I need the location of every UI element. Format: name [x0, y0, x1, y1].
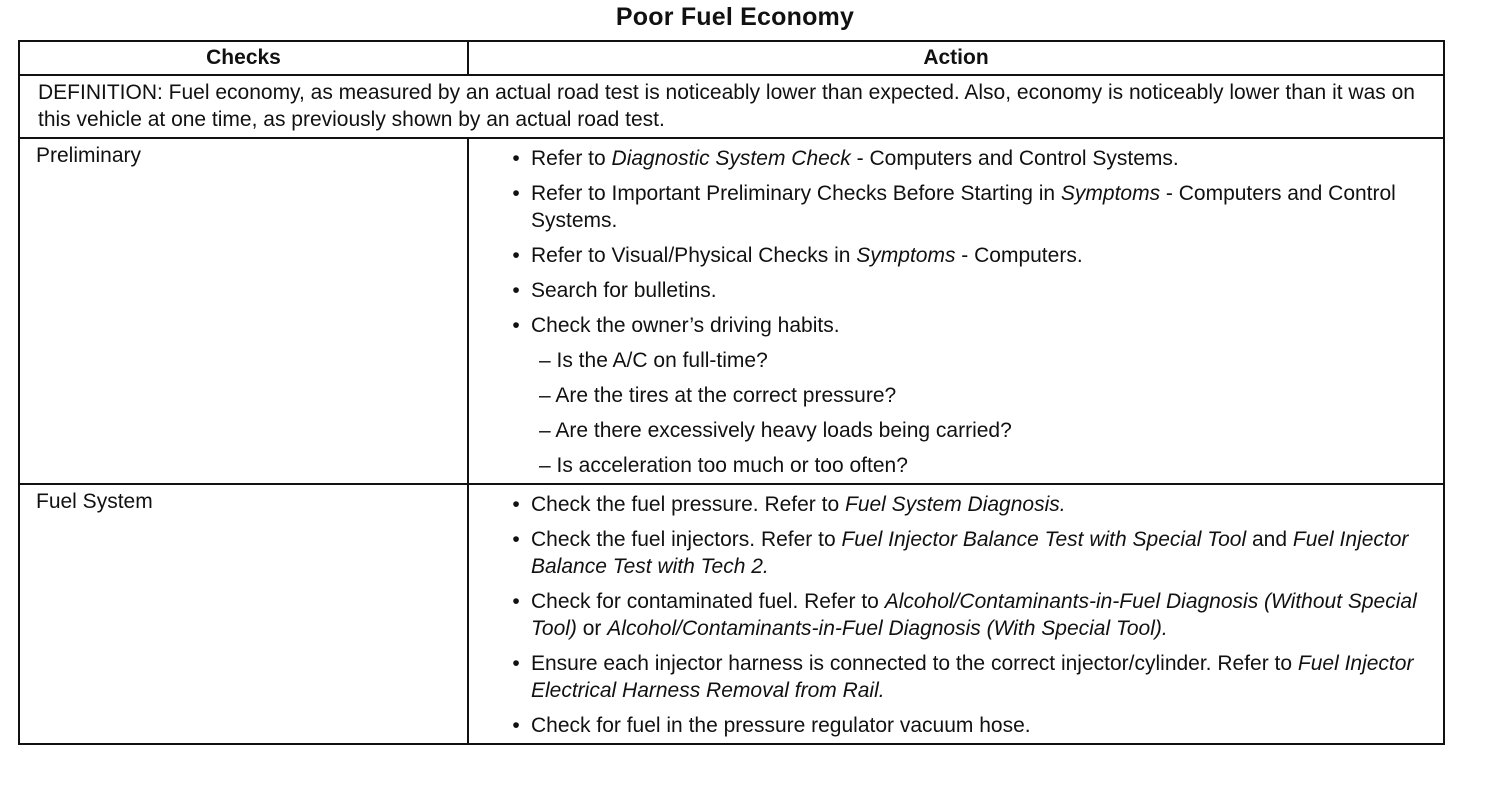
action-item [509, 588, 1431, 642]
sub-question: – Is acceleration too much or too often? [539, 454, 908, 477]
action-text-part: Check the fuel injectors. Refer to [531, 528, 842, 551]
action-text [531, 493, 1066, 516]
action-text [531, 182, 1396, 232]
action-text-part: Check for fuel in the pressure regulator vacuum hose. [531, 714, 1031, 737]
definition-text: DEFINITION: Fuel economy, as measured by an actual road test is noticeably lower than expected. Also, economy is noticeably lower than it was on this vehicle at one time, as previously shown by an actual road test. [19, 75, 1444, 138]
action-text-part: Check the owner’s driving habits. [531, 314, 840, 337]
action-text-part: or [576, 617, 608, 640]
table-row [19, 138, 1444, 484]
sub-question: – Are the tires at the correct pressure? [539, 384, 897, 407]
diagnostic-table [18, 40, 1445, 745]
action-item [509, 145, 1431, 172]
action-text [531, 528, 1408, 578]
definition-row [19, 75, 1444, 138]
action-item [509, 712, 1431, 739]
bullet-icon: • [512, 528, 520, 551]
header-row [19, 41, 1444, 75]
check-name-preliminary: Preliminary [19, 138, 468, 484]
bullet-icon: • [512, 147, 520, 170]
bullet-icon: • [512, 652, 520, 675]
action-text [531, 714, 1031, 737]
sub-question: – Is the A/C on full-time? [539, 349, 768, 372]
action-text-part: Search for bulletins. [531, 279, 717, 302]
sub-question: – Are there excessively heavy loads being carried? [539, 419, 1012, 442]
reference-title: Fuel Injector Balance Test with Special Tool [841, 528, 1247, 551]
reference-title: Fuel System Diagnosis. [845, 493, 1066, 516]
action-item [509, 277, 1431, 304]
action-column-header: Action [468, 41, 1444, 75]
action-text-part: Ensure each injector harness is connected to the correct injector/cylinder. Refer to [531, 652, 1298, 675]
action-item [509, 312, 1431, 479]
table-row [19, 484, 1444, 744]
action-list [509, 145, 1431, 479]
action-text [531, 314, 840, 337]
reference-title: Diagnostic System Check [611, 147, 851, 170]
action-text [531, 147, 1179, 170]
action-item [509, 242, 1431, 269]
reference-title: Fuel Injector Balance Test with Tech 2. [531, 528, 1409, 578]
reference-title: Symptoms [856, 244, 956, 267]
action-text [531, 652, 1413, 702]
reference-title: Symptoms [1060, 182, 1161, 205]
bullet-icon: • [512, 314, 520, 337]
action-text-part: Check the fuel pressure. Refer to [531, 493, 845, 516]
action-text-part: - Computers and Control Systems. [531, 182, 1396, 232]
bullet-icon: • [512, 493, 520, 516]
action-text-part: - Computers. [955, 244, 1083, 267]
checks-column-header: Checks [19, 41, 468, 75]
action-text-part: Refer to Visual/Physical Checks in [531, 244, 857, 267]
action-text-part: Refer to [531, 147, 612, 170]
action-item [509, 526, 1431, 580]
check-name-fuel-system: Fuel System [19, 484, 468, 744]
action-text-part: and [1246, 528, 1293, 551]
action-cell-preliminary [468, 138, 1444, 484]
action-list [509, 491, 1431, 739]
reference-title: Alcohol/Contaminants-in-Fuel Diagnosis (With Special Tool). [607, 617, 1168, 640]
bullet-icon: • [512, 590, 520, 613]
action-text [531, 244, 1083, 267]
action-cell-fuel-system [468, 484, 1444, 744]
action-text [531, 590, 1417, 640]
action-text-part: - Computers and Control Systems. [850, 147, 1179, 170]
action-item [509, 180, 1431, 234]
bullet-icon: • [512, 714, 520, 737]
reference-title: Alcohol/Contaminants-in-Fuel Diagnosis (Without Special Tool) [531, 590, 1417, 640]
action-text [531, 279, 717, 302]
page-title: Poor Fuel Economy [615, 3, 855, 31]
action-item [509, 491, 1431, 518]
action-item [509, 650, 1431, 704]
bullet-icon: • [512, 244, 520, 267]
sub-question-list [539, 347, 1431, 479]
bullet-icon: • [512, 182, 520, 205]
reference-title: Fuel Injector Electrical Harness Removal from Rail. [531, 652, 1414, 702]
action-text-part: Check for contaminated fuel. Refer to [531, 590, 885, 613]
action-text-part: Refer to Important Preliminary Checks Before Starting in [531, 182, 1061, 205]
bullet-icon: • [512, 279, 520, 302]
